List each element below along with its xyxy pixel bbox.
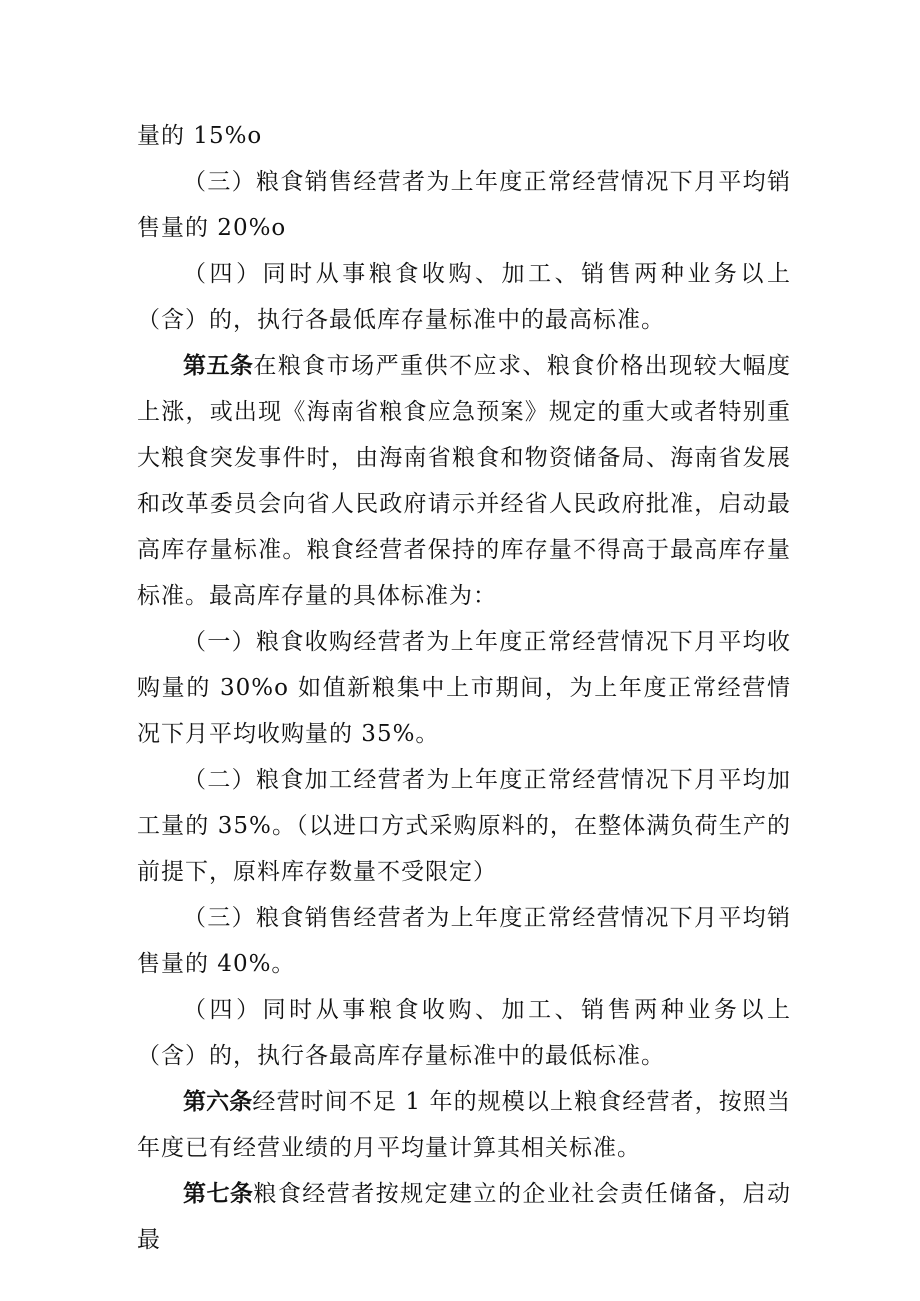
paragraph-min-sales	[137, 159, 791, 251]
paragraph-min-combined	[137, 251, 791, 343]
article-heading: 第五条	[183, 352, 254, 379]
article-5	[137, 343, 791, 619]
article-heading: 第六条	[183, 1088, 253, 1115]
document-body	[137, 113, 791, 1263]
article-heading: 第七条	[183, 1180, 254, 1207]
paragraph-text: 经营时间不足 1 年的规模以上粮食经营者，按照当年度已有经营业绩的月平均量计算其相关标准。	[137, 1089, 791, 1161]
article-6	[137, 1079, 791, 1171]
article-7	[137, 1171, 791, 1263]
paragraph-max-combined	[137, 987, 791, 1079]
paragraph-max-processing	[137, 757, 791, 895]
paragraph-text: 粮食经营者按规定建立的企业社会责任储备，启动最	[137, 1181, 791, 1253]
paragraph-text: （四）同时从事粮食收购、加工、销售两种业务以上（含）的，执行各最低库存量标准中的最高标准。	[137, 261, 791, 333]
paragraph-text: （二）粮食加工经营者为上年度正常经营情况下月平均加工量的 35%。（以进口方式采购原料的，在整体满负荷生产的前提下，原料库存数量不受限定）	[137, 767, 791, 885]
paragraph-text: （三）粮食销售经营者为上年度正常经营情况下月平均销售量的 40%。	[137, 905, 791, 977]
paragraph-max-purchase	[137, 619, 791, 757]
paragraph-text: （一）粮食收购经营者为上年度正常经营情况下月平均收购量的 30%o 如值新粮集中上市期间，为上年度正常经营情况下月平均收购量的 35%。	[137, 629, 791, 747]
paragraph-text: 量的 15%o	[137, 123, 263, 149]
paragraph-max-sales	[137, 895, 791, 987]
paragraph-text: （三）粮食销售经营者为上年度正常经营情况下月平均销售量的 20%o	[137, 169, 791, 241]
paragraph-continuation	[137, 113, 791, 159]
paragraph-text: （四）同时从事粮食收购、加工、销售两种业务以上（含）的，执行各最高库存量标准中的最低标准。	[137, 997, 791, 1069]
paragraph-text: 在粮食市场严重供不应求、粮食价格出现较大幅度上涨，或出现《海南省粮食应急预案》规定的重大或者特别重大粮食突发事件时，由海南省粮食和物资储备局、海南省发展和改革委员会向省人民政府请示并经省人民政府批准，启动最高库存量标准。粮食经营者保持的库存量不得高于最高库存量标准。最高库存量的具体标准为：	[137, 353, 791, 609]
